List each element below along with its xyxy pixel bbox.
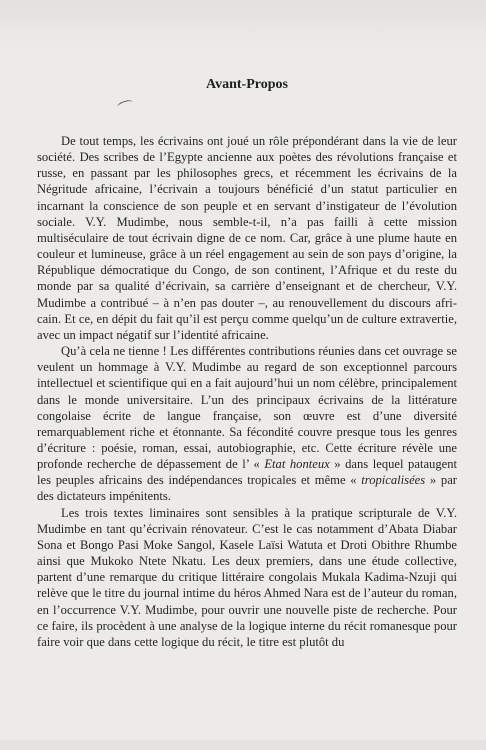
- paragraph-hommage: Qu’à cela ne tienne ! Les différentes contributions réunies dans cet ouvrage se veulent un hommage à V.Y. Mudimbe au regard de son exceptionnel parcours intellectuel et scientifique qui en a fait aujourd’hui un nom célèbre, principalement dans le monde universitaire. L’un des principaux écrivains de la littérature congolaise écrite de langue française, son œuvre est d’une diversité remarquablement riche et étonnante. Sa fécondité couvre presque tous les genres d’écriture : poésie, roman, essai, autobiographie, etc. Cette écriture révèle une profonde recherche de dépassement de l’ « Etat honteux » dans lequel pataugent les peuples africains des indépendances tropicales et même « tropicalisées » par des dictateurs impénitents.: [37, 344, 458, 504]
- emphasis: Etat honteux: [264, 457, 330, 472]
- page-body: [37, 77, 457, 650]
- page-bottom-edge: [0, 740, 486, 750]
- paragraph-textes-liminaires: Les trois textes liminaires sont sensibles à la pratique scripturale de V.Y. Mudimbe en tant qu’écrivain rénovateur. C’est le cas notamment d’Abata Diabar Sona et Bongo Pasi Moke Sangol, Kasele Laïsi Watuta et Droti Obithre Rhumbe ainsi que Mukoko Ntete Nkatu. Les deux premiers, dans une étude collective, partent d’une remarque du critique littéraire congolais Mukala Kadima-Nzuji qui relève que le titre du journal intime du héros Ahmed Nara est de l’auteur du roman, en l’occurrence V.Y. Mudimbe, pour ouvrir une nouvelle piste de recherche. Pour ce faire, ils procèdent à une analyse de la logique interne du récit romanesque pour faire voir que dans cette logique du récit, le titre est plutôt du: [37, 505, 457, 649]
- paragraph-intro: De tout temps, les écrivains ont joué un rôle prépondérant dans la vie de leur société. Des scribes de l’Egypte ancienne aux poètes des révolutions française et russe, en passant par les philosophes grecs, et récemment les écrivains de la Négritude africaine, l’écrivain a toujours bénéficié d’un statut particulier en incarnant la conscience de son peuple et en servant d’instigateur de l’évolution sociale. V.Y. Mudimbe, nous semble-t-il, n’a pas failli à cette mission multiséculaire de tout écrivain digne de ce nom. Car, grâce à une plume haute en couleur et lumineuse, grâce à un réel engagement au sein de son pays d’origine, la République démocratique du Congo, de son continent, l’Afrique et du reste du monde par sa qualité d’écrivain, sa carrière d’enseignant et de chercheur, V.Y. Mudimbe a contribué – à n’en pas douter –, au renouvellement du discours africain. Et ce, en dépit du fait qu’il est perçu comme quelqu’un de culture extravertie, avec un impact négatif sur l’identité africaine.: [37, 134, 457, 342]
- previous-page-bleed: [0, 0, 486, 50]
- page-title: Avant-Propos: [206, 77, 288, 92]
- emphasis: tropicalisées: [361, 473, 426, 488]
- pen-mark: [116, 99, 133, 111]
